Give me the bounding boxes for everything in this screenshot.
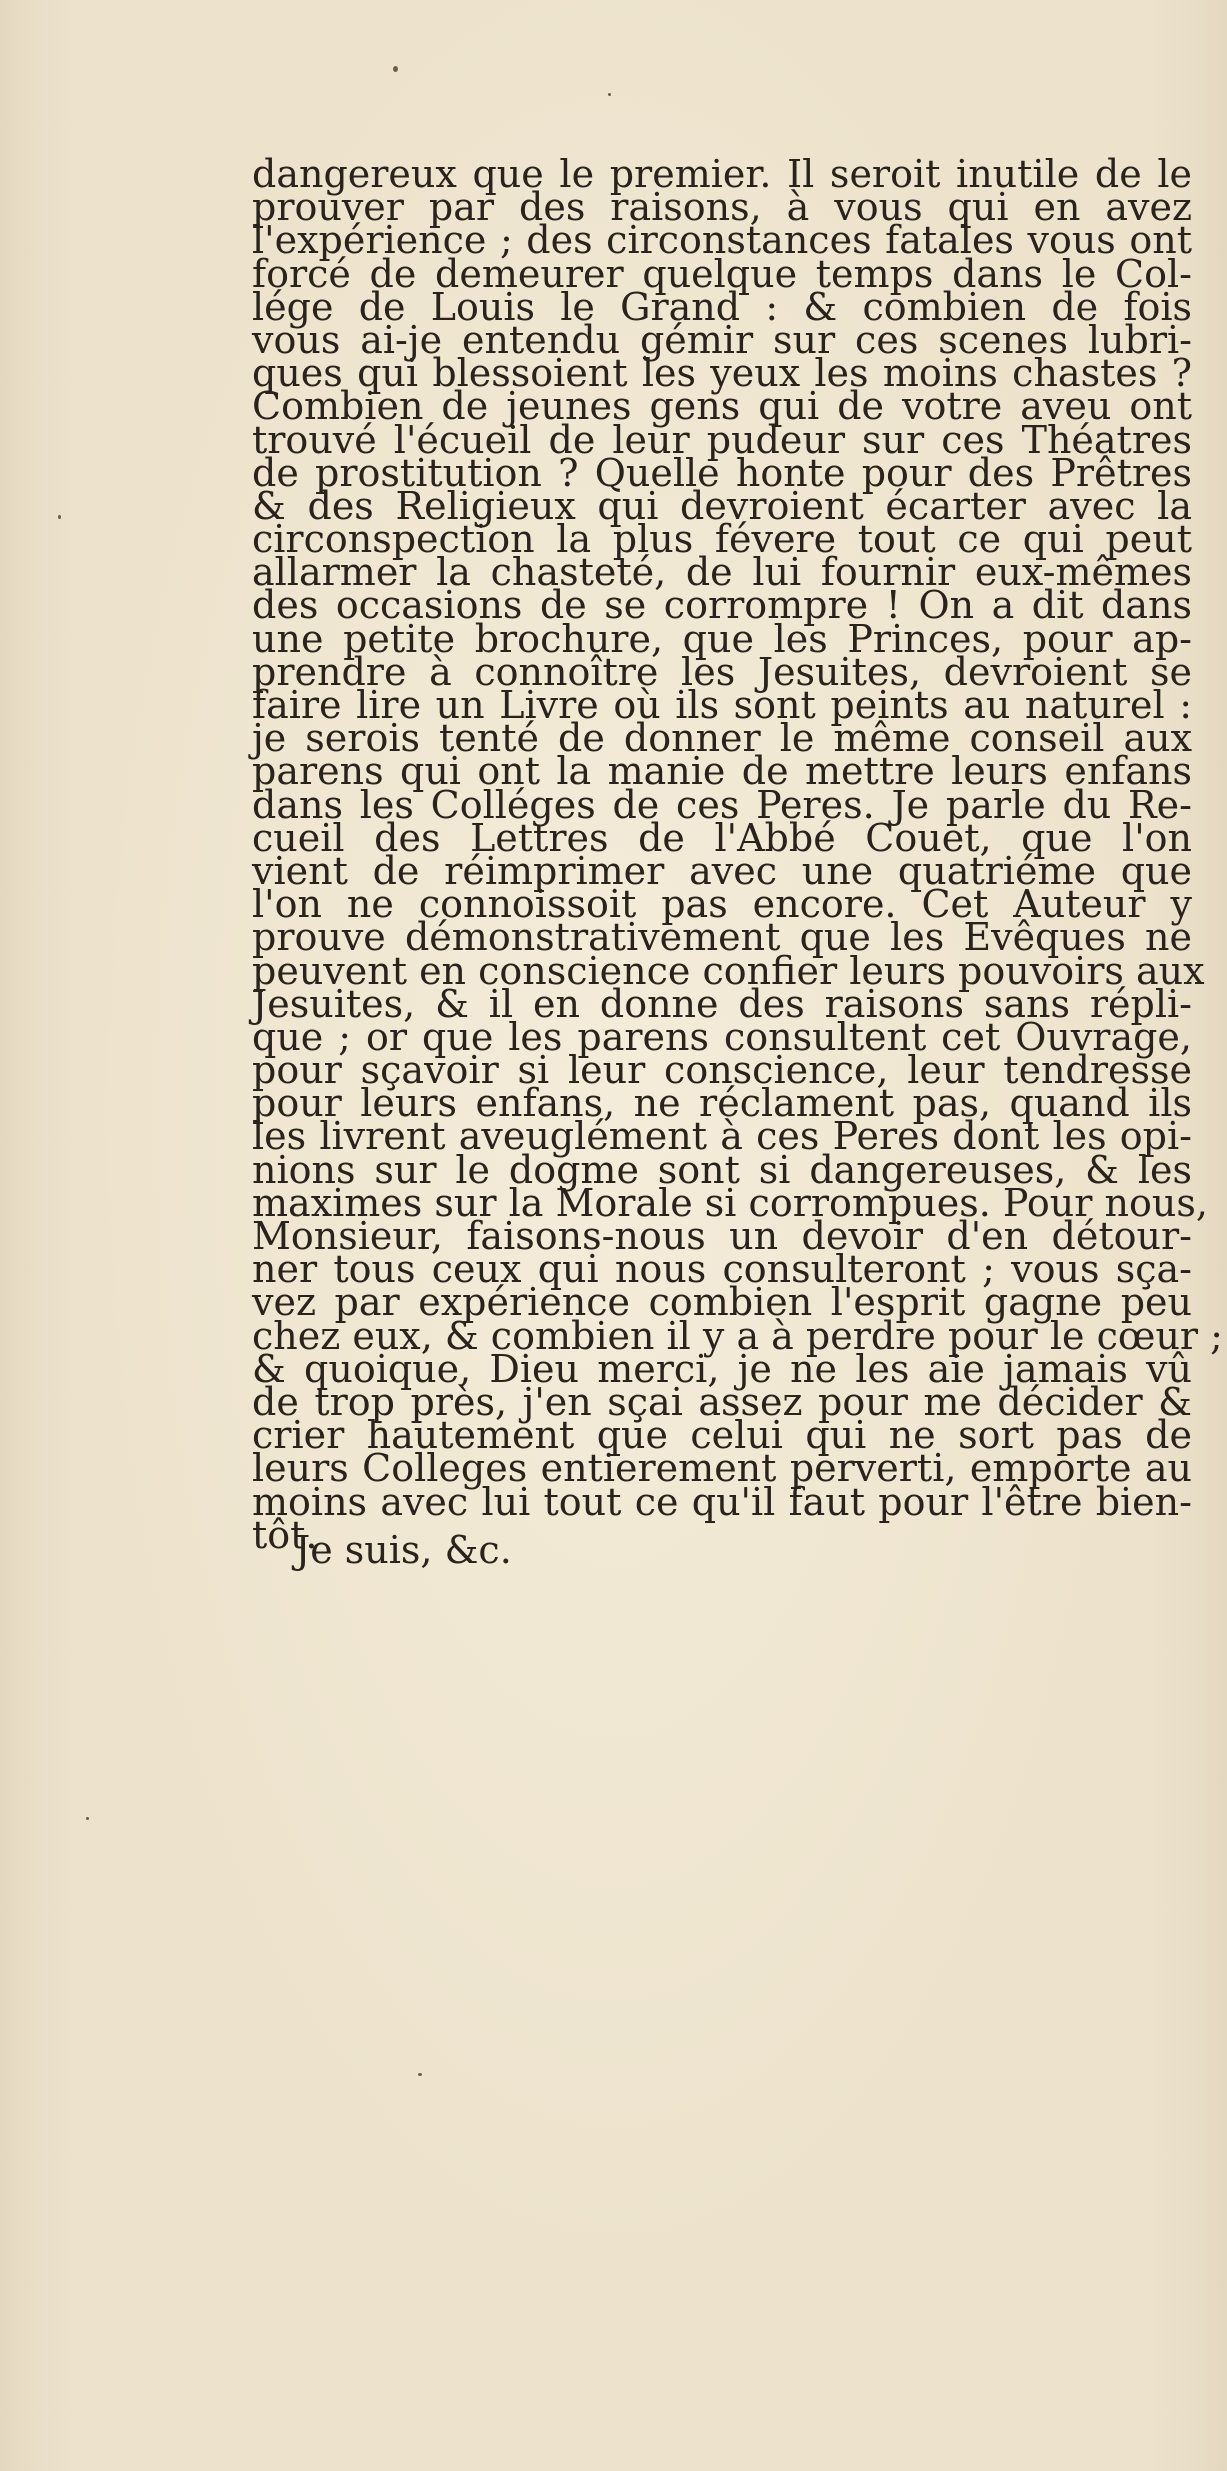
- text-line: de trop près, j'en sçai assez pour me décider &: [252, 1379, 1192, 1424]
- ink-speck: [58, 515, 61, 519]
- text-line: parens qui ont la manie de mettre leurs enfans: [252, 749, 1192, 794]
- text-line: nions sur le dogme sont si dangereuses, & les: [252, 1147, 1192, 1192]
- text-line: les livrent aveuglément à ces Peres dont les opi-: [252, 1114, 1192, 1159]
- text-line: je serois tenté de donner le même conseil aux: [252, 716, 1192, 761]
- text-line: vous ai-je entendu gémir sur ces scenes lubri-: [252, 317, 1192, 362]
- text-line: peuvent en conscience confier leurs pouvoirs aux: [252, 948, 1205, 993]
- text-line: circonspection la plus févere tout ce qui peut: [252, 517, 1192, 562]
- text-line: & quoique, Dieu merci, je ne les aie jamais vû: [252, 1346, 1192, 1391]
- text-line: de prostitution ? Quelle honte pour des Prêtres: [252, 450, 1192, 495]
- text-line: moins avec lui tout ce qu'il faut pour l'être bien-: [252, 1479, 1192, 1524]
- text-line: prouve démonstrativement que les Evêques ne: [252, 915, 1192, 960]
- text-line: l'expérience ; des circonstances fatales vous ont: [252, 218, 1192, 263]
- text-line: crier hautement que celui qui ne sort pas de: [252, 1413, 1192, 1458]
- text-line: chez eux, & combien il y a à perdre pour le cœur ;: [252, 1313, 1223, 1358]
- ink-speck: [86, 1817, 89, 1820]
- text-line: & des Religieux qui devroient écarter avec la: [252, 483, 1192, 528]
- text-line: l'on ne connoissoit pas encore. Cet Auteur y: [252, 882, 1192, 927]
- text-line: trouvé l'écueil de leur pudeur sur ces Théatres: [252, 417, 1192, 462]
- text-line: pour sçavoir si leur conscience, leur tendresse: [252, 1048, 1192, 1093]
- text-line: dangereux que le premier. Il seroit inutile de le: [252, 152, 1192, 196]
- text-line: faire lire un Livre où ils sont peints au naturel :: [252, 683, 1192, 727]
- text-line: Monsieur, faisons-nous un devoir d'en détour-: [252, 1214, 1192, 1258]
- text-line: vez par expérience combien l'esprit gagne peu: [252, 1280, 1192, 1325]
- text-line: tôt.: [252, 1512, 318, 1557]
- text-line: leurs Colleges entierement perverti, emporte au: [252, 1446, 1192, 1491]
- text-line: ner tous ceux qui nous consulteront ; vous sça-: [252, 1247, 1192, 1292]
- text-line: pour leurs enfans, ne réclament pas, quand ils: [252, 1081, 1192, 1126]
- text-line: prendre à connoître les Jesuites, devroient se: [252, 649, 1192, 694]
- text-line: vient de réimprimer avec une quatriéme que: [252, 848, 1192, 893]
- text-line: maximes sur la Morale si corrompues. Pour nous,: [252, 1180, 1208, 1225]
- text-line: que ; or que les parens consultent cet Ouvrage,: [252, 1014, 1192, 1059]
- body-text: [252, 152, 1223, 1557]
- text-line: ques qui blessoient les yeux les moins chastes ?: [252, 351, 1192, 396]
- text-line: une petite brochure, que les Princes, pour ap-: [252, 616, 1192, 661]
- text-line: lége de Louis le Grand : & combien de fois: [252, 284, 1192, 329]
- text-line: Jesuites, & il en donne des raisons sans répli-: [252, 981, 1192, 1026]
- text-line: dans les Colléges de ces Peres. Je parle du Re-: [252, 782, 1192, 827]
- ink-speck: [608, 93, 611, 96]
- text-line: cueil des Lettres de l'Abbé Couet, que l'on: [252, 815, 1192, 860]
- text-line: forcé de demeurer quelque temps dans le Col-: [252, 251, 1192, 296]
- text-line: Combien de jeunes gens qui de votre aveu ont: [252, 384, 1192, 429]
- text-line: allarmer la chasteté, de lui fournir eux-mêmes: [252, 550, 1192, 595]
- text-line: des occasions de se corrompre ! On a dit dans: [252, 583, 1192, 628]
- closing-salutation: Je suis, &c.: [295, 1528, 512, 1572]
- ink-speck: [393, 66, 398, 72]
- ink-speck: [418, 2073, 422, 2076]
- text-line: prouver par des raisons, à vous qui en avez: [252, 185, 1192, 230]
